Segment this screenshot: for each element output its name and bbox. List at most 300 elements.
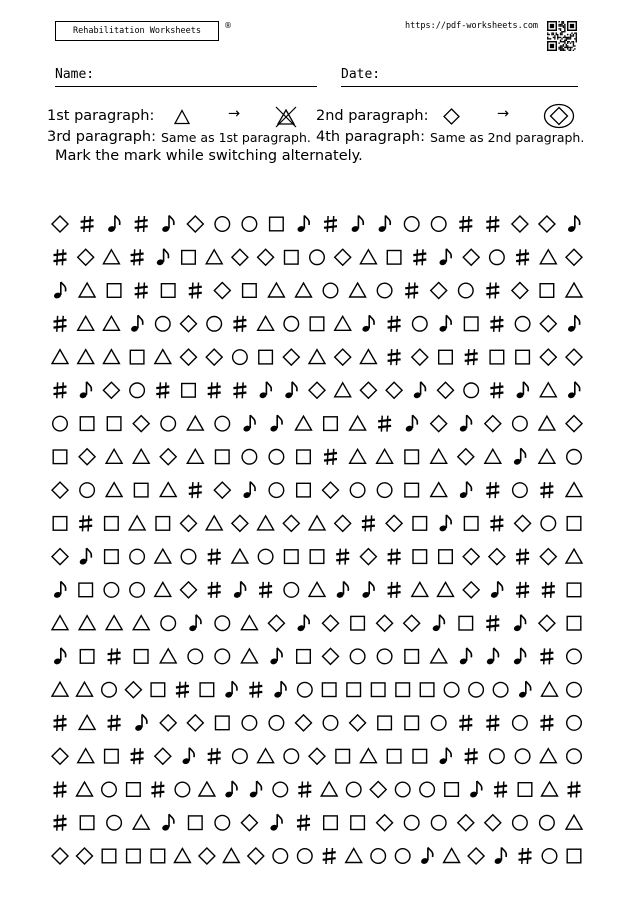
note-symbol[interactable] [513,648,526,665]
circle-symbol[interactable] [515,317,530,332]
circle-symbol[interactable] [80,483,95,498]
note-symbol[interactable] [297,216,310,233]
triangle-symbol[interactable] [539,449,555,463]
diamond-symbol[interactable] [386,515,402,531]
sharp-symbol[interactable] [81,216,94,232]
note-symbol[interactable] [224,681,237,698]
square-symbol[interactable] [151,849,165,863]
sharp-symbol[interactable] [135,216,148,232]
diamond-symbol[interactable] [296,715,312,731]
circle-symbol[interactable] [404,217,419,232]
diamond-symbol[interactable] [181,349,197,365]
circle-symbol[interactable] [567,649,582,664]
note-symbol[interactable] [405,415,418,432]
circle-symbol[interactable] [431,716,446,731]
sharp-symbol[interactable] [108,715,121,731]
diamond-symbol[interactable] [181,515,197,531]
triangle-symbol[interactable] [542,682,558,696]
triangle-symbol[interactable] [232,549,248,563]
circle-symbol[interactable] [242,450,257,465]
sharp-symbol[interactable] [54,715,67,731]
square-symbol[interactable] [413,749,427,763]
square-symbol[interactable] [105,550,119,564]
circle-symbol[interactable] [567,450,582,465]
square-symbol[interactable] [182,250,196,264]
square-symbol[interactable] [80,417,94,431]
circle-symbol[interactable] [102,782,117,797]
triangle-symbol[interactable] [106,449,122,463]
diamond-symbol[interactable] [309,382,325,398]
circle-symbol[interactable] [371,849,386,864]
circle-symbol[interactable] [233,749,248,764]
triangle-symbol[interactable] [103,316,119,330]
triangle-symbol[interactable] [241,616,257,630]
triangle-symbol[interactable] [258,749,274,763]
circle-symbol[interactable] [310,250,325,265]
square-symbol[interactable] [405,716,419,730]
circle-symbol[interactable] [269,450,284,465]
note-symbol[interactable] [273,681,286,698]
diamond-symbol[interactable] [489,549,505,565]
circle-symbol[interactable] [540,815,555,830]
triangle-symbol[interactable] [335,383,351,397]
circle-symbol[interactable] [377,483,392,498]
triangle-symbol[interactable] [199,782,215,796]
square-symbol[interactable] [464,317,478,331]
sharp-symbol[interactable] [324,449,337,465]
diamond-symbol[interactable] [52,748,68,764]
diamond-symbol[interactable] [323,482,339,498]
note-symbol[interactable] [362,581,375,598]
circle-symbol[interactable] [323,283,338,298]
diamond-symbol[interactable] [370,782,386,798]
diamond-symbol[interactable] [335,249,351,265]
sharp-symbol[interactable] [208,748,221,764]
circle-symbol[interactable] [298,849,313,864]
note-symbol[interactable] [378,216,391,233]
circle-symbol[interactable] [395,782,410,797]
square-symbol[interactable] [464,517,478,531]
diamond-symbol[interactable] [335,349,351,365]
circle-symbol[interactable] [284,583,299,598]
diamond-symbol[interactable] [468,848,484,864]
triangle-symbol[interactable] [566,483,582,497]
sharp-symbol[interactable] [413,249,426,265]
square-symbol[interactable] [413,550,427,564]
triangle-symbol[interactable] [187,416,203,430]
note-symbol[interactable] [130,315,143,332]
square-symbol[interactable] [80,816,94,830]
sharp-symbol[interactable] [568,782,581,798]
diamond-symbol[interactable] [77,848,93,864]
triangle-symbol[interactable] [78,316,94,330]
diamond-symbol[interactable] [386,382,402,398]
square-symbol[interactable] [156,517,170,531]
triangle-symbol[interactable] [160,649,176,663]
square-symbol[interactable] [151,683,165,697]
sharp-symbol[interactable] [486,482,499,498]
square-symbol[interactable] [107,417,121,431]
circle-symbol[interactable] [175,782,190,797]
triangle-symbol[interactable] [187,449,203,463]
triangle-symbol[interactable] [155,582,171,596]
circle-symbol[interactable] [350,649,365,664]
note-symbol[interactable] [53,282,66,299]
diamond-symbol[interactable] [463,582,479,598]
diamond-symbol[interactable] [52,216,68,232]
note-symbol[interactable] [486,648,499,665]
triangle-symbol[interactable] [52,682,68,696]
note-symbol[interactable] [490,581,503,598]
sharp-symbol[interactable] [259,582,272,598]
note-symbol[interactable] [134,714,147,731]
circle-symbol[interactable] [464,383,479,398]
square-symbol[interactable] [540,284,554,298]
sharp-symbol[interactable] [54,316,67,332]
circle-symbol[interactable] [493,682,508,697]
diamond-symbol[interactable] [566,249,582,265]
note-symbol[interactable] [567,315,580,332]
note-symbol[interactable] [413,382,426,399]
note-symbol[interactable] [518,681,531,698]
circle-symbol[interactable] [107,815,122,830]
triangle-symbol[interactable] [566,549,582,563]
diamond-symbol[interactable] [181,582,197,598]
diamond-symbol[interactable] [155,748,171,764]
circle-symbol[interactable] [284,317,299,332]
square-symbol[interactable] [105,749,119,763]
diamond-symbol[interactable] [540,349,556,365]
diamond-symbol[interactable] [258,249,274,265]
diamond-symbol[interactable] [309,748,325,764]
sharp-symbol[interactable] [490,382,503,398]
sharp-symbol[interactable] [208,582,221,598]
note-symbol[interactable] [270,814,283,831]
note-symbol[interactable] [297,615,310,632]
triangle-symbol[interactable] [438,582,454,596]
circle-symbol[interactable] [161,416,176,431]
sharp-symbol[interactable] [486,615,499,631]
note-symbol[interactable] [233,581,246,598]
square-symbol[interactable] [130,350,144,364]
diamond-symbol[interactable] [458,815,474,831]
sharp-symbol[interactable] [79,515,92,531]
triangle-symbol[interactable] [539,416,555,430]
triangle-symbol[interactable] [412,582,428,596]
triangle-symbol[interactable] [350,449,366,463]
note-symbol[interactable] [459,482,472,499]
note-symbol[interactable] [79,548,92,565]
circle-symbol[interactable] [567,749,582,764]
triangle-symbol[interactable] [309,350,325,364]
triangle-symbol[interactable] [350,283,366,297]
sharp-symbol[interactable] [516,549,529,565]
diamond-symbol[interactable] [540,549,556,565]
triangle-symbol[interactable] [52,616,68,630]
sharp-symbol[interactable] [459,216,472,232]
triangle-symbol[interactable] [258,316,274,330]
diamond-symbol[interactable] [78,249,94,265]
square-symbol[interactable] [270,217,284,231]
square-symbol[interactable] [285,550,299,564]
square-symbol[interactable] [405,450,419,464]
diamond-symbol[interactable] [214,283,230,299]
circle-symbol[interactable] [431,815,446,830]
triangle-symbol[interactable] [431,483,447,497]
sharp-symbol[interactable] [323,848,336,864]
circle-symbol[interactable] [459,283,474,298]
square-symbol[interactable] [351,616,365,630]
triangle-symbol[interactable] [350,416,366,430]
diamond-symbol[interactable] [232,515,248,531]
sharp-symbol[interactable] [298,782,311,798]
sharp-symbol[interactable] [490,515,503,531]
sharp-symbol[interactable] [135,283,148,299]
note-symbol[interactable] [243,415,256,432]
triangle-symbol[interactable] [431,449,447,463]
square-symbol[interactable] [161,284,175,298]
sharp-symbol[interactable] [388,582,401,598]
circle-symbol[interactable] [490,250,505,265]
triangle-symbol[interactable] [346,849,362,863]
triangle-symbol[interactable] [542,782,558,796]
square-symbol[interactable] [200,683,214,697]
triangle-symbol[interactable] [335,316,351,330]
square-symbol[interactable] [567,849,581,863]
note-symbol[interactable] [439,315,452,332]
note-symbol[interactable] [53,648,66,665]
circle-symbol[interactable] [444,682,459,697]
diamond-symbol[interactable] [52,482,68,498]
sharp-symbol[interactable] [405,283,418,299]
triangle-symbol[interactable] [223,849,239,863]
square-symbol[interactable] [387,250,401,264]
sharp-symbol[interactable] [362,515,375,531]
sharp-symbol[interactable] [378,416,391,432]
diamond-symbol[interactable] [566,416,582,432]
circle-symbol[interactable] [130,583,145,598]
sharp-symbol[interactable] [540,715,553,731]
square-symbol[interactable] [413,517,427,531]
triangle-symbol[interactable] [360,250,376,264]
square-symbol[interactable] [347,683,361,697]
triangle-symbol[interactable] [133,815,149,829]
sharp-symbol[interactable] [388,316,401,332]
diamond-symbol[interactable] [458,449,474,465]
note-symbol[interactable] [362,315,375,332]
circle-symbol[interactable] [350,483,365,498]
note-symbol[interactable] [516,382,529,399]
circle-symbol[interactable] [298,682,313,697]
diamond-symbol[interactable] [350,715,366,731]
square-symbol[interactable] [53,450,67,464]
sharp-symbol[interactable] [176,682,189,698]
note-symbol[interactable] [270,415,283,432]
circle-symbol[interactable] [377,649,392,664]
square-symbol[interactable] [102,849,116,863]
sharp-symbol[interactable] [486,715,499,731]
sharp-symbol[interactable] [465,349,478,365]
square-symbol[interactable] [243,284,257,298]
note-symbol[interactable] [351,216,364,233]
circle-symbol[interactable] [215,217,230,232]
note-symbol[interactable] [224,781,237,798]
sharp-symbol[interactable] [131,748,144,764]
triangle-symbol[interactable] [296,416,312,430]
square-symbol[interactable] [297,650,311,664]
triangle-symbol[interactable] [206,250,222,264]
note-symbol[interactable] [513,448,526,465]
diamond-symbol[interactable] [463,249,479,265]
square-symbol[interactable] [127,783,141,797]
square-symbol[interactable] [216,716,230,730]
diamond-symbol[interactable] [360,549,376,565]
note-symbol[interactable] [161,216,174,233]
diamond-symbol[interactable] [463,549,479,565]
circle-symbol[interactable] [130,549,145,564]
note-symbol[interactable] [284,382,297,399]
site-url[interactable]: https://pdf-worksheets.com [405,21,539,31]
triangle-symbol[interactable] [174,849,190,863]
square-symbol[interactable] [567,616,581,630]
circle-symbol[interactable] [513,815,528,830]
note-symbol[interactable] [469,781,482,798]
circle-symbol[interactable] [420,782,435,797]
square-symbol[interactable] [189,816,203,830]
triangle-symbol[interactable] [309,516,325,530]
triangle-symbol[interactable] [52,350,68,364]
square-symbol[interactable] [405,483,419,497]
triangle-symbol[interactable] [79,283,95,297]
circle-symbol[interactable] [515,749,530,764]
circle-symbol[interactable] [490,749,505,764]
sharp-symbol[interactable] [494,782,507,798]
triangle-symbol[interactable] [540,383,556,397]
circle-symbol[interactable] [284,749,299,764]
triangle-symbol[interactable] [106,616,122,630]
diamond-symbol[interactable] [283,515,299,531]
diamond-symbol[interactable] [160,715,176,731]
triangle-symbol[interactable] [160,483,176,497]
diamond-symbol[interactable] [199,848,215,864]
sharp-symbol[interactable] [519,848,532,864]
sharp-symbol[interactable] [189,283,202,299]
circle-symbol[interactable] [273,782,288,797]
note-symbol[interactable] [53,581,66,598]
triangle-symbol[interactable] [540,250,556,264]
square-symbol[interactable] [134,650,148,664]
square-symbol[interactable] [324,417,338,431]
circle-symbol[interactable] [258,549,273,564]
square-symbol[interactable] [490,350,504,364]
square-symbol[interactable] [297,450,311,464]
square-symbol[interactable] [439,550,453,564]
note-symbol[interactable] [107,216,120,233]
square-symbol[interactable] [182,384,196,398]
triangle-symbol[interactable] [431,649,447,663]
sharp-symbol[interactable] [388,349,401,365]
note-symbol[interactable] [494,848,507,865]
diamond-symbol[interactable] [431,283,447,299]
triangle-symbol[interactable] [106,483,122,497]
note-symbol[interactable] [459,415,472,432]
circle-symbol[interactable] [567,716,582,731]
diamond-symbol[interactable] [377,615,393,631]
triangle-symbol[interactable] [133,616,149,630]
triangle-symbol[interactable] [103,250,119,264]
sharp-symbol[interactable] [324,216,337,232]
sharp-symbol[interactable] [542,582,555,598]
diamond-symbol[interactable] [540,316,556,332]
sharp-symbol[interactable] [54,782,67,798]
diamond-symbol[interactable] [377,815,393,831]
square-symbol[interactable] [79,583,93,597]
circle-symbol[interactable] [413,317,428,332]
diamond-symbol[interactable] [360,382,376,398]
note-symbol[interactable] [567,382,580,399]
circle-symbol[interactable] [469,682,484,697]
square-symbol[interactable] [105,517,119,531]
square-symbol[interactable] [80,650,94,664]
sharp-symbol[interactable] [249,682,262,698]
circle-symbol[interactable] [542,849,557,864]
square-symbol[interactable] [336,749,350,763]
triangle-symbol[interactable] [566,283,582,297]
sharp-symbol[interactable] [540,648,553,664]
sharp-symbol[interactable] [54,382,67,398]
triangle-symbol[interactable] [540,749,556,763]
diamond-symbol[interactable] [323,615,339,631]
square-symbol[interactable] [405,650,419,664]
sharp-symbol[interactable] [233,382,246,398]
square-symbol[interactable] [396,683,410,697]
diamond-symbol[interactable] [52,549,68,565]
triangle-symbol[interactable] [78,749,94,763]
sharp-symbol[interactable] [540,482,553,498]
circle-symbol[interactable] [431,217,446,232]
square-symbol[interactable] [322,683,336,697]
note-symbol[interactable] [270,648,283,665]
circle-symbol[interactable] [541,516,556,531]
note-symbol[interactable] [432,615,445,632]
diamond-symbol[interactable] [160,449,176,465]
triangle-symbol[interactable] [241,649,257,663]
triangle-symbol[interactable] [258,516,274,530]
square-symbol[interactable] [285,250,299,264]
circle-symbol[interactable] [513,716,528,731]
diamond-symbol[interactable] [412,349,428,365]
diamond-symbol[interactable] [539,615,555,631]
triangle-symbol[interactable] [360,749,376,763]
circle-symbol[interactable] [513,483,528,498]
circle-symbol[interactable] [215,649,230,664]
circle-symbol[interactable] [513,416,528,431]
sharp-symbol[interactable] [189,482,202,498]
diamond-symbol[interactable] [214,482,230,498]
triangle-symbol[interactable] [485,449,501,463]
circle-symbol[interactable] [53,416,68,431]
note-symbol[interactable] [182,748,195,765]
circle-symbol[interactable] [104,583,119,598]
circle-symbol[interactable] [102,682,117,697]
square-symbol[interactable] [516,350,530,364]
diamond-symbol[interactable] [79,449,95,465]
sharp-symbol[interactable] [516,249,529,265]
square-symbol[interactable] [216,450,230,464]
note-symbol[interactable] [156,249,169,266]
circle-symbol[interactable] [567,682,582,697]
square-symbol[interactable] [310,317,324,331]
